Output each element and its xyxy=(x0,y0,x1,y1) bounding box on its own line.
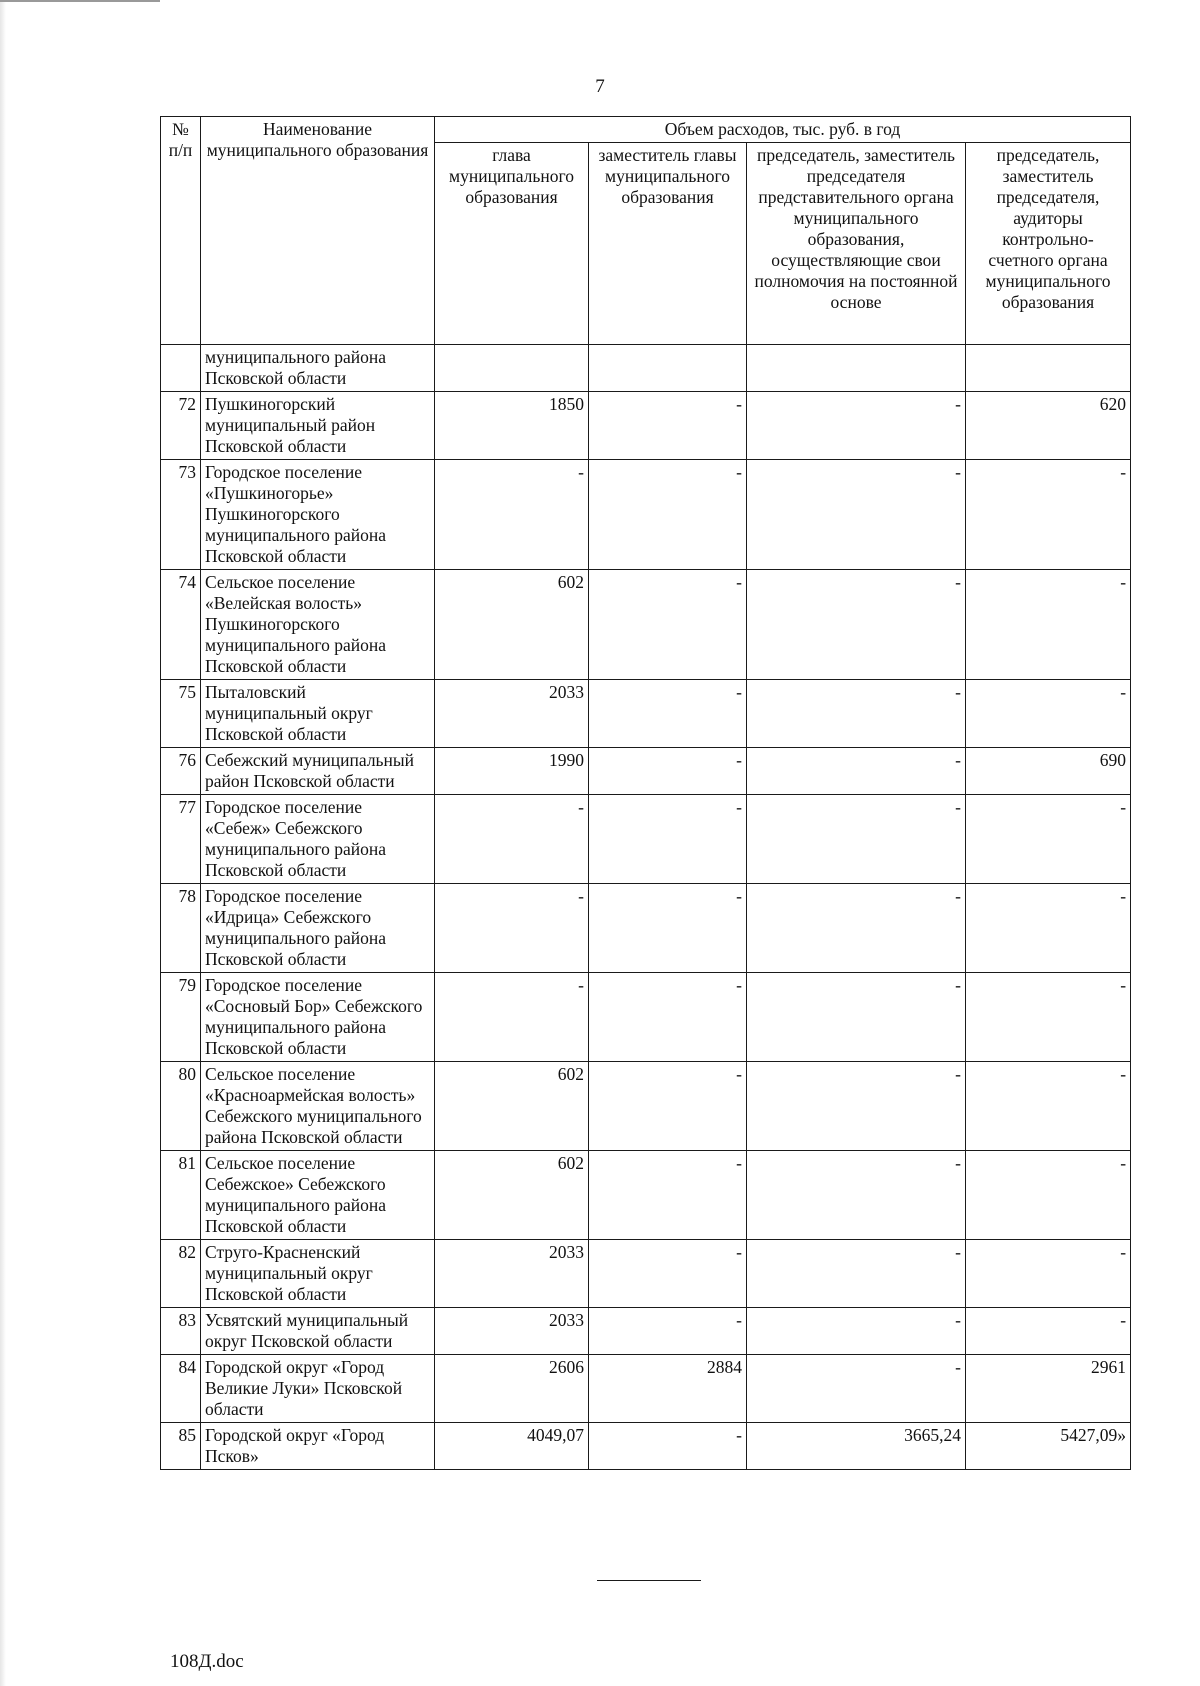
row-council-expense: - xyxy=(747,1355,966,1423)
header-col3: председатель, заместитель председателя представительного органа муниципального образования, осуществляющие свои полномочия на постоянной основе xyxy=(747,143,966,345)
table-row xyxy=(161,1062,1131,1151)
row-audit-expense: - xyxy=(966,1062,1131,1151)
row-audit-expense: - xyxy=(966,680,1131,748)
row-deputy-expense: - xyxy=(589,1151,747,1240)
row-head-expense: 602 xyxy=(435,570,589,680)
row-number: 80 xyxy=(161,1062,201,1151)
row-head-expense: 602 xyxy=(435,1151,589,1240)
page-number: 7 xyxy=(595,76,605,97)
table-row xyxy=(161,1240,1131,1308)
row-number: 81 xyxy=(161,1151,201,1240)
footer-divider xyxy=(597,1580,701,1581)
row-council-expense: - xyxy=(747,973,966,1062)
row-name: Усвятский муниципальный округ Псковской области xyxy=(201,1308,435,1355)
header-col4: председатель, заместитель председателя, аудиторы контрольно-счетного органа муниципального образования xyxy=(966,143,1131,345)
table-row xyxy=(161,392,1131,460)
row-audit-expense: 2961 xyxy=(966,1355,1131,1423)
header-col2: заместитель главы муниципального образования xyxy=(589,143,747,345)
row-head-expense: 2606 xyxy=(435,1355,589,1423)
row-number: 73 xyxy=(161,460,201,570)
table-row xyxy=(161,1151,1131,1240)
row-council-expense xyxy=(747,345,966,392)
row-deputy-expense: - xyxy=(589,460,747,570)
row-audit-expense: - xyxy=(966,1308,1131,1355)
row-name: Сельское поселение «Велейская волость» Пушкиногорского муниципального района Псковской области xyxy=(201,570,435,680)
table-row xyxy=(161,1423,1131,1470)
row-deputy-expense: - xyxy=(589,570,747,680)
table-row xyxy=(161,795,1131,884)
row-audit-expense xyxy=(966,345,1131,392)
row-number: 78 xyxy=(161,884,201,973)
row-name: Городской округ «Город Великие Луки» Псковской области xyxy=(201,1355,435,1423)
row-council-expense: - xyxy=(747,460,966,570)
row-name: Струго-Красненский муниципальный округ Псковской области xyxy=(201,1240,435,1308)
row-number: 72 xyxy=(161,392,201,460)
row-head-expense: 2033 xyxy=(435,1308,589,1355)
row-name: муниципального района Псковской области xyxy=(201,345,435,392)
row-council-expense: - xyxy=(747,680,966,748)
row-head-expense: 2033 xyxy=(435,1240,589,1308)
table-row xyxy=(161,884,1131,973)
row-audit-expense: 5427,09» xyxy=(966,1423,1131,1470)
row-name: Городское поселение «Себеж» Себежского муниципального района Псковской области xyxy=(201,795,435,884)
row-number: 76 xyxy=(161,748,201,795)
header-num: № п/п xyxy=(161,117,201,345)
row-number: 77 xyxy=(161,795,201,884)
row-deputy-expense: - xyxy=(589,748,747,795)
row-council-expense: - xyxy=(747,1151,966,1240)
table-row xyxy=(161,680,1131,748)
header-col1: глава муниципального образования xyxy=(435,143,589,345)
row-number: 83 xyxy=(161,1308,201,1355)
row-audit-expense: 620 xyxy=(966,392,1131,460)
row-deputy-expense: 2884 xyxy=(589,1355,747,1423)
row-council-expense: - xyxy=(747,392,966,460)
table-row xyxy=(161,570,1131,680)
scan-edge xyxy=(0,0,6,1686)
row-name: Городское поселение «Идрица» Себежского муниципального района Псковской области xyxy=(201,884,435,973)
scan-top-mark xyxy=(0,0,160,2)
row-head-expense: - xyxy=(435,460,589,570)
row-council-expense: - xyxy=(747,884,966,973)
row-number: 82 xyxy=(161,1240,201,1308)
row-head-expense: 2033 xyxy=(435,680,589,748)
row-audit-expense: - xyxy=(966,570,1131,680)
row-name: Сельское поселение Себежское» Себежского муниципального района Псковской области xyxy=(201,1151,435,1240)
row-deputy-expense: - xyxy=(589,392,747,460)
row-council-expense: - xyxy=(747,570,966,680)
row-audit-expense: - xyxy=(966,884,1131,973)
row-name: Сельское поселение «Красноармейская волость» Себежского муниципального района Псковской области xyxy=(201,1062,435,1151)
row-deputy-expense: - xyxy=(589,1423,747,1470)
row-head-expense: 4049,07 xyxy=(435,1423,589,1470)
header-row-1 xyxy=(161,117,1131,143)
row-deputy-expense: - xyxy=(589,795,747,884)
row-deputy-expense xyxy=(589,345,747,392)
row-head-expense: 602 xyxy=(435,1062,589,1151)
row-name: Городское поселение «Пушкиногорье» Пушкиногорского муниципального района Псковской области xyxy=(201,460,435,570)
row-council-expense: - xyxy=(747,1240,966,1308)
row-name: Городское поселение «Сосновый Бор» Себежского муниципального района Псковской области xyxy=(201,973,435,1062)
table-row xyxy=(161,460,1131,570)
row-audit-expense: 690 xyxy=(966,748,1131,795)
expenses-table xyxy=(160,116,1131,1470)
row-head-expense: - xyxy=(435,795,589,884)
row-council-expense: - xyxy=(747,748,966,795)
row-head-expense: - xyxy=(435,973,589,1062)
row-number: 85 xyxy=(161,1423,201,1470)
row-number: 79 xyxy=(161,973,201,1062)
row-number: 74 xyxy=(161,570,201,680)
row-head-expense: 1990 xyxy=(435,748,589,795)
row-audit-expense: - xyxy=(966,1240,1131,1308)
row-deputy-expense: - xyxy=(589,1240,747,1308)
row-head-expense: 1850 xyxy=(435,392,589,460)
row-deputy-expense: - xyxy=(589,680,747,748)
row-head-expense xyxy=(435,345,589,392)
table-row xyxy=(161,1355,1131,1423)
row-name: Себежский муниципальный район Псковской области xyxy=(201,748,435,795)
table-row xyxy=(161,345,1131,392)
row-number xyxy=(161,345,201,392)
table-row xyxy=(161,973,1131,1062)
row-council-expense: - xyxy=(747,1308,966,1355)
row-name: Городской округ «Город Псков» xyxy=(201,1423,435,1470)
table-row xyxy=(161,1308,1131,1355)
row-council-expense: - xyxy=(747,795,966,884)
row-name: Пушкиногорский муниципальный район Псковской области xyxy=(201,392,435,460)
header-name: Наименование муниципального образования xyxy=(201,117,435,345)
table-body xyxy=(161,345,1131,1470)
row-number: 75 xyxy=(161,680,201,748)
row-name: Пыталовский муниципальный округ Псковской области xyxy=(201,680,435,748)
row-deputy-expense: - xyxy=(589,1062,747,1151)
row-audit-expense: - xyxy=(966,1151,1131,1240)
row-deputy-expense: - xyxy=(589,1308,747,1355)
row-deputy-expense: - xyxy=(589,884,747,973)
row-council-expense: 3665,24 xyxy=(747,1423,966,1470)
row-council-expense: - xyxy=(747,1062,966,1151)
row-deputy-expense: - xyxy=(589,973,747,1062)
row-number: 84 xyxy=(161,1355,201,1423)
row-audit-expense: - xyxy=(966,460,1131,570)
row-head-expense: - xyxy=(435,884,589,973)
header-group: Объем расходов, тыс. руб. в год xyxy=(435,117,1131,143)
row-audit-expense: - xyxy=(966,795,1131,884)
row-audit-expense: - xyxy=(966,973,1131,1062)
document-filename: 108Д.doc xyxy=(170,1651,244,1672)
table-row xyxy=(161,748,1131,795)
